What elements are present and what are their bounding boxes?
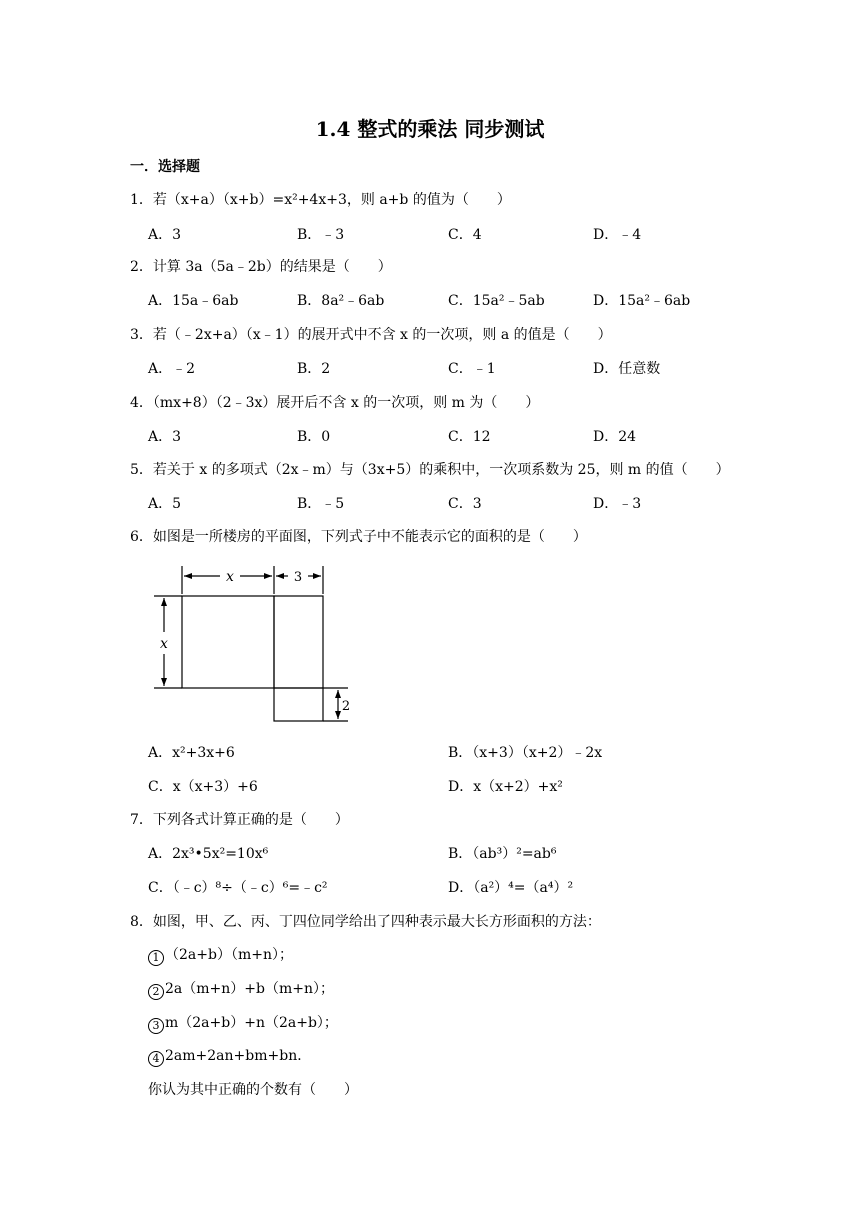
q3-option-a: A．﹣2 [148,361,196,377]
circled-number: 4 [148,1051,164,1067]
figure-label-2: 2 [341,699,351,714]
q3-option-d: D．任意数 [593,361,661,377]
q2-option-b: B．8a²﹣6ab [297,293,385,309]
q2-option-d: D．15a²﹣6ab [593,293,691,309]
q5-option-a: A．5 [148,496,182,512]
question-7-stem: 7．下列各式计算正确的是（ ） [130,812,349,828]
question-5-stem: 5．若关于 x 的多项式（2x﹣m）与（3x+5）的乘积中，一次项系数为 25，则 m 的值（ ） [130,462,730,478]
q3-option-c: C．﹣1 [448,361,496,377]
q4-option-a: A．3 [148,429,182,445]
question-8-stem: 8．如图，甲、乙、丙、丁四位同学给出了四种表示最大长方形面积的方法： [130,914,601,930]
q7-option-a: A．2x³•5x²=10x⁶ [148,846,269,862]
q5-option-b: B．﹣5 [297,496,345,512]
q8-tail: 你认为其中正确的个数有（ ） [148,1082,358,1098]
floor-plan-figure [150,564,360,729]
q1-option-b: B．﹣3 [297,227,345,243]
q6-option-a: A．x²+3x+6 [148,745,235,761]
q2-option-c: C．15a²﹣5ab [448,293,545,309]
circled-number: 2 [148,984,164,1000]
q7-option-d: D．（a²）⁴=（a⁴）² [448,880,574,896]
q8-item-text: 2a（m+n）+b（m+n）； [165,981,334,997]
question-2-stem: 2．计算 3a（5a﹣2b）的结果是（ ） [130,259,392,275]
q7-option-c: C．（﹣c）⁸÷（﹣c）⁶=﹣c² [148,880,328,896]
figure-label-x-left: x [160,636,168,652]
q8-item-text: m（2a+b）+n（2a+b）； [165,1015,338,1031]
q5-option-d: D．﹣3 [593,496,642,512]
q3-option-b: B．2 [297,361,331,377]
question-1-stem: 1．若（x+a）（x+b）=x²+4x+3，则 a+b 的值为（ ） [130,192,511,208]
section-heading: 一．选择题 [130,159,200,175]
q1-option-c: C．4 [448,227,482,243]
q8-item-text: （2a+b）（m+n）； [165,947,293,963]
question-6-stem: 6．如图是一所楼房的平面图，下列式子中不能表示它的面积的是（ ） [130,529,587,545]
circled-number: 1 [148,950,164,966]
q8-item-2 [148,980,334,1000]
q7-option-b: B．（ab³）²=ab⁶ [448,846,557,862]
q1-option-a: A．3 [148,227,182,243]
figure-label-3: 3 [293,570,303,585]
figure-label-x-top: x [226,569,234,585]
q1-option-d: D．﹣4 [593,227,642,243]
q4-option-d: D．24 [593,429,637,445]
q4-option-c: C．12 [448,429,491,445]
q2-option-a: A．15a﹣6ab [148,293,239,309]
q6-option-c: C．x（x+3）+6 [148,779,258,795]
q4-option-b: B．0 [297,429,331,445]
q6-option-d: D．x（x+2）+x² [448,779,563,795]
circled-number: 3 [148,1018,164,1034]
q6-option-b: B．（x+3）（x+2）﹣2x [448,745,603,761]
q8-item-4 [148,1047,311,1067]
q5-option-c: C．3 [448,496,482,512]
question-3-stem: 3．若（﹣2x+a）（x﹣1）的展开式中不含 x 的一次项，则 a 的值是（ ） [130,327,612,343]
q8-item-text: 2am+2an+bm+bn． [165,1048,312,1064]
q8-item-3 [148,1014,338,1034]
page-title: 1.4 整式的乘法 同步测试 [315,117,545,141]
q8-item-1 [148,946,293,966]
question-4-stem: 4．（mx+8）（2﹣3x）展开后不含 x 的一次项，则 m 为（ ） [130,395,540,411]
